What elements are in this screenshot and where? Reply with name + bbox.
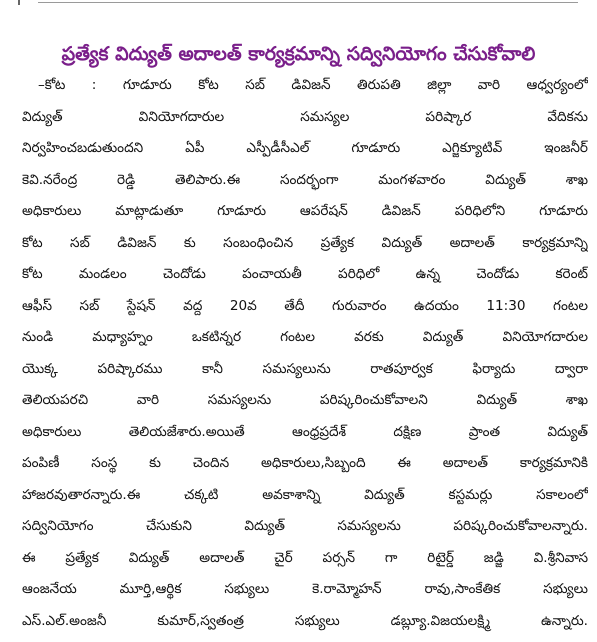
top-divider xyxy=(18,0,580,8)
article-line: విద్యుత్ వినియోగదారుల సమస్యల పరిష్కార వేదికను xyxy=(22,108,588,125)
article-line: యొక్క పరిష్కారము కానీ సమస్యలును రాతపూర్వక ఫిర్యాదు ద్వారా xyxy=(22,360,588,377)
article-line: అధికారులు మాట్లాడుతూ గూడూరు ఆపరేషన్ డివిజన్ పరిధిలోని గూడూరు xyxy=(22,203,588,219)
article-body xyxy=(22,70,588,637)
article-line: అధికారులు తెలియజేశారు.అయితే ఆంధ్రప్రదేశ్ దక్షిణ ప్రాంత విద్యుత్ xyxy=(22,423,588,440)
article-line: కెవి.నరేంద్ర రెడ్డి తెలిపారు.ఈ సందర్భంగా మంగళవారం విద్యుత్ శాఖ xyxy=(22,171,588,188)
article-line: నిర్వహించబడుతుందని ఏపీ ఎస్పీడీసీఎల్ గూడూరు ఎగ్జిక్యూటివ్ ఇంజనీర్ xyxy=(22,140,588,156)
article-line: కోట సబ్ డివిజన్ కు సంబంధించిన ప్రత్యేక విద్యుత్ అదాలత్ కార్యక్రమాన్ని xyxy=(22,234,588,251)
article-line: సద్వినియోగం చేసుకుని విద్యుత్ సమస్యలను పరిష్కరించుకోవాలన్నారు. xyxy=(22,518,588,534)
article-line: ఈ ప్రత్యేక విద్యుత్ అదాలత్ చైర్ పర్సన్ గా రిటైర్డ్ జడ్జి వి.శ్రీనివాస xyxy=(22,549,588,566)
article-headline: ప్రత్యేక విద్యుత్ అదాలత్ కార్యక్రమాన్ని సద్వినియోగం చేసుకోవాలి xyxy=(61,42,536,65)
article-line: –కోట : గూడూరు కోట సబ్ డివిజన్ తిరుపతి జిల్లా వారి ఆధ్వర్యంలో xyxy=(38,77,588,93)
article-line: నుండి మధ్యాహ్నం ఒకటిన్నర గంటల వరకు విద్యుత్ వినియోగదారుల xyxy=(22,329,588,345)
article-line: ఆంజనేయ మూర్తి,ఆర్థిక సభ్యులు కె.రామ్మోహన్ రావు,సాంకేతిక సభ్యులు xyxy=(22,581,588,597)
article-line: తెలియపరచి వారి సమస్యలను పరిష్కరించుకోవాలని విద్యుత్ శాఖ xyxy=(22,392,588,408)
article-line: ఆఫీస్ సబ్ స్టేషన్ వద్ద 20వ తేదీ గురువారం ఉదయం 11:30 గంటల xyxy=(22,297,588,314)
column-edge-mark xyxy=(18,0,26,5)
article-line: పంపిణీ సంస్థ కు చెందిన అధికారులు,సిబ్బంది ఈ అదాలత్ కార్యక్రమానికి xyxy=(22,455,588,471)
article-line: కోట మండలం చెందోడు పంచాయతీ పరిధిలో ఉన్న చెందోడు కరెంట్ xyxy=(22,266,588,282)
article-line: హాజరవుతారన్నారు.ఈ చక్కటి అవకాశాన్ని విద్యుత్ కస్టమర్లు సకాలంలో xyxy=(22,486,588,503)
article-line: ఎస్.ఎల్.అంజనీ కుమార్,స్వతంత్ర సభ్యులు డబ్ల్యూ.విజయలక్ష్మి ఉన్నారు. xyxy=(22,612,588,629)
divider-line xyxy=(38,2,578,3)
